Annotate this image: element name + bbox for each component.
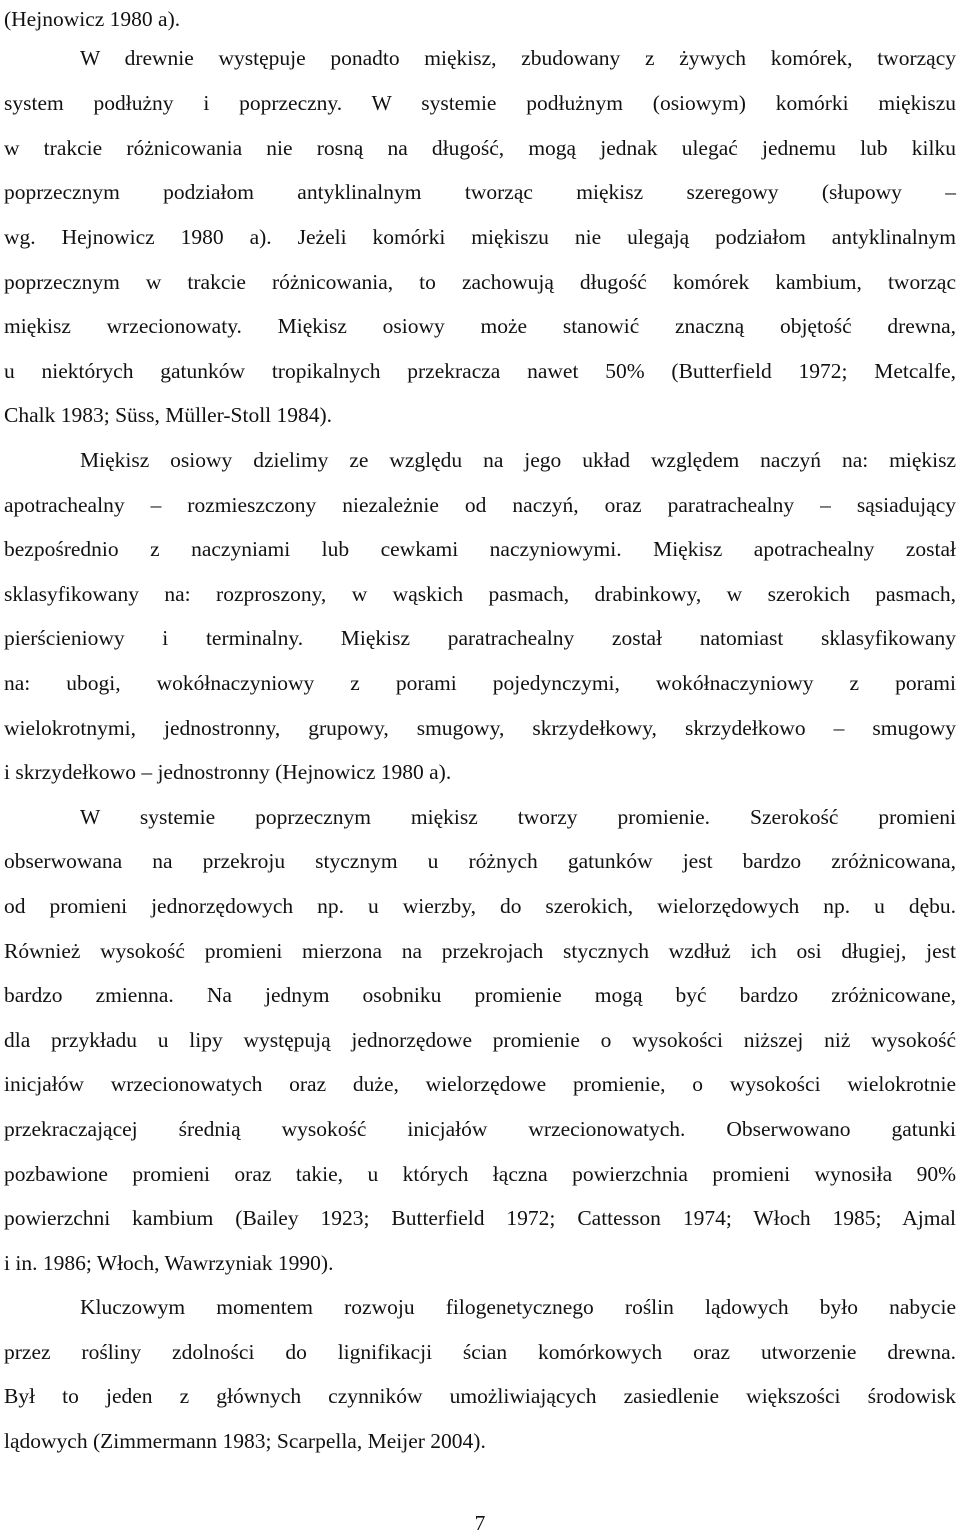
text-line: Również wysokość promieni mierzona na przekrojach stycznych wzdłuż ich osi długiej, jest — [4, 939, 956, 963]
text-line: inicjałów wrzecionowatych oraz duże, wielorzędowe promienie, o wysokości wielokrotnie — [4, 1072, 956, 1096]
text-line: w trakcie różnicowania nie rosną na długość, mogą jednak ulegać jednemu lub kilku — [4, 136, 956, 160]
paragraph-first-line: Miękisz osiowy dzielimy ze względu na jego układ względem naczyń na: miękisz — [80, 448, 956, 472]
text-line: wielokrotnymi, jednostronny, grupowy, smugowy, skrzydełkowy, skrzydełkowo – smugowy — [4, 716, 956, 740]
text-line: bezpośrednio z naczyniami lub cewkami naczyniowymi. Miękisz apotrachealny został — [4, 537, 956, 561]
text-line: Chalk 1983; Süss, Müller-Stoll 1984). — [4, 403, 333, 427]
text-line: i in. 1986; Włoch, Wawrzyniak 1990). — [4, 1251, 334, 1275]
text-line: (Hejnowicz 1980 a). — [4, 7, 181, 31]
paragraph-first-line: Kluczowym momentem rozwoju filogenetycznego roślin lądowych było nabycie — [80, 1295, 956, 1319]
text-line: miękisz wrzecionowaty. Miękisz osiowy może stanowić znaczną objętość drewna, — [4, 314, 956, 338]
text-line: dla przykładu u lipy występują jednorzędowe promienie o wysokości niższej niż wysokość — [4, 1028, 956, 1052]
text-line: powierzchni kambium (Bailey 1923; Butterfield 1972; Cattesson 1974; Włoch 1985; Ajmal — [4, 1206, 956, 1230]
text-line: poprzecznym podziałom antyklinalnym tworząc miękisz szeregowy (słupowy – — [4, 180, 956, 204]
text-line: apotrachealny – rozmieszczony niezależnie od naczyń, oraz paratrachealny – sąsiadujący — [4, 493, 956, 517]
text-line: bardzo zmienna. Na jednym osobniku promienie mogą być bardzo zróżnicowane, — [4, 983, 956, 1007]
text-line: obserwowana na przekroju stycznym u różnych gatunków jest bardzo zróżnicowana, — [4, 849, 956, 873]
text-line: pierścieniowy i terminalny. Miękisz paratrachealny został natomiast sklasyfikowany — [4, 626, 956, 650]
text-line: system podłużny i poprzeczny. W systemie podłużnym (osiowym) komórki miękiszu — [4, 91, 956, 115]
paragraph-first-line: W systemie poprzecznym miękisz tworzy promienie. Szerokość promieni — [80, 805, 956, 829]
text-line: poprzecznym w trakcie różnicowania, to zachowują długość komórek kambium, tworząc — [4, 270, 956, 294]
text-line: Był to jeden z głównych czynników umożliwiających zasiedlenie większości środowisk — [4, 1384, 956, 1408]
text-line: przekraczającej średnią wysokość inicjałów wrzecionowatych. Obserwowano gatunki — [4, 1117, 956, 1141]
text-line: pozbawione promieni oraz takie, u których łączna powierzchnia promieni wynosiła 90% — [4, 1162, 956, 1186]
text-line: na: ubogi, wokółnaczyniowy z porami pojedynczymi, wokółnaczyniowy z porami — [4, 671, 956, 695]
text-line: i skrzydełkowo – jednostronny (Hejnowicz 1980 a). — [4, 760, 452, 784]
page-number: 7 — [474, 1511, 486, 1535]
text-line: przez rośliny zdolności do lignifikacji ścian komórkowych oraz utworzenie drewna. — [4, 1340, 956, 1364]
text-line: wg. Hejnowicz 1980 a). Jeżeli komórki miękiszu nie ulegają podziałom antyklinalnym — [4, 225, 956, 249]
paragraph-first-line: W drewnie występuje ponadto miękisz, zbudowany z żywych komórek, tworzący — [80, 46, 956, 70]
text-line: sklasyfikowany na: rozproszony, w wąskich pasmach, drabinkowy, w szerokich pasmach, — [4, 582, 956, 606]
text-line: lądowych (Zimmermann 1983; Scarpella, Meijer 2004). — [4, 1429, 486, 1453]
text-line: od promieni jednorzędowych np. u wierzby, do szerokich, wielorzędowych np. u dębu. — [4, 894, 956, 918]
text-line: u niektórych gatunków tropikalnych przekracza nawet 50% (Butterfield 1972; Metcalfe, — [4, 359, 956, 383]
